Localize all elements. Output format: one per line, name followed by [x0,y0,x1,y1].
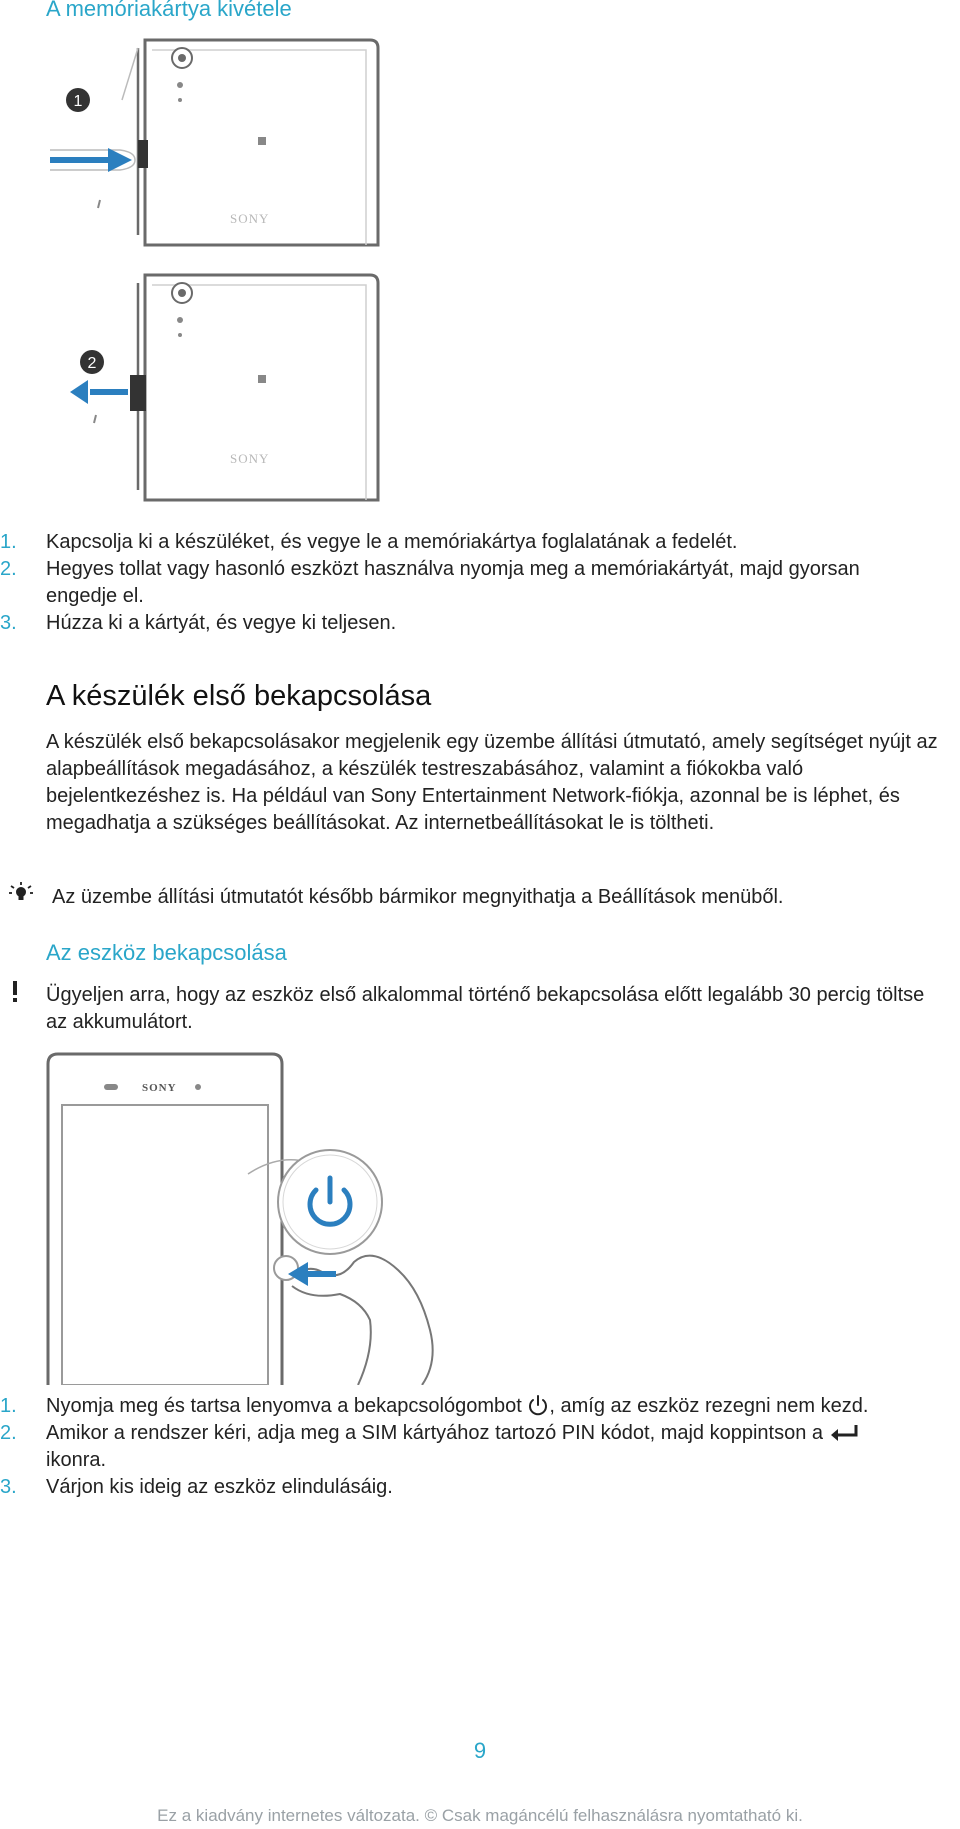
callout-1 [66,88,90,112]
finger-pressing-illustration [274,1256,433,1385]
list-item: 3. Húzza ki a kártyát, és vegye ki teljesen. [0,612,397,634]
enter-arrow-icon [829,1423,859,1443]
callout-2 [80,350,104,374]
power-on-figure [40,1050,520,1385]
list-item: 3. Várjon kis ideig az eszköz elindulásáig. [0,1476,393,1498]
warning-text: Ügyeljen arra, hogy az eszköz első alkalommal történő bekapcsolása előtt legalább 30 percig töltse az akkumulátort. [46,984,925,1033]
sony-logo-top: SONY [230,211,270,226]
sony-logo-front: SONY [142,1082,177,1094]
list-item: 1. Kapcsolja ki a készüléket, és vegye le a memóriakártya foglalatának a fedelét. [0,531,738,553]
page-number: 9 [473,1738,487,1763]
phone-illustration-step2 [70,275,378,500]
callout-number: 1 [73,93,83,110]
phone-illustration-step1 [50,40,378,245]
power-icon [527,1394,549,1416]
list-item: 2. Amikor a rendszer kéri, adja meg a SIM kártyához tartozó PIN kódot, majd koppintson a ikonra. [0,1420,900,1474]
section-heading-power-on: Az eszköz bekapcsolása [46,940,287,965]
first-startup-paragraph: A készülék első bekapcsolásakor megjelenik egy üzembe állítási útmutató, amely segítséget nyújt az alapbeállítások megadásához, a készülék testreszabásához, valamint a fiókokba való bejelentkezéshez is. Ha például van Sony Entertainment Network-fiókja, azonnal be is léphet, és megadhatja a szükséges beállításokat. Az internetbeállításokat le is töltheti. [46,731,938,834]
list-item: 1. Nyomja meg és tartsa lenyomva a bekapcsológombot , amíg az eszköz rezegni nem kezd. [0,1395,869,1417]
callout-number: 2 [87,355,97,372]
section-heading-memory-card: A memóriakártya kivétele [46,0,292,21]
memory-card-removal-figure [40,30,390,506]
sony-logo-bottom: SONY [230,451,270,466]
tip-text: Az üzembe állítási útmutatót később bármikor megnyithatja a Beállítások menüből. [52,886,784,908]
memory-card-steps [0,529,930,637]
power-on-steps [0,1393,900,1501]
section-heading-first-startup: A készülék első bekapcsolása [46,680,432,712]
footer-note: Ez a kiadvány internetes változata. © Csak magáncélú felhasználásra nyomtatható ki. [157,1806,803,1825]
warning-exclamation-icon [10,981,20,1003]
tip-lightbulb-icon [8,881,34,903]
phone-front-illustration [48,1054,282,1385]
list-item: 2. Hegyes tollat vagy hasonló eszközt használva nyomja meg a memóriakártyát, majd gyorsan engedje el. [0,558,860,607]
